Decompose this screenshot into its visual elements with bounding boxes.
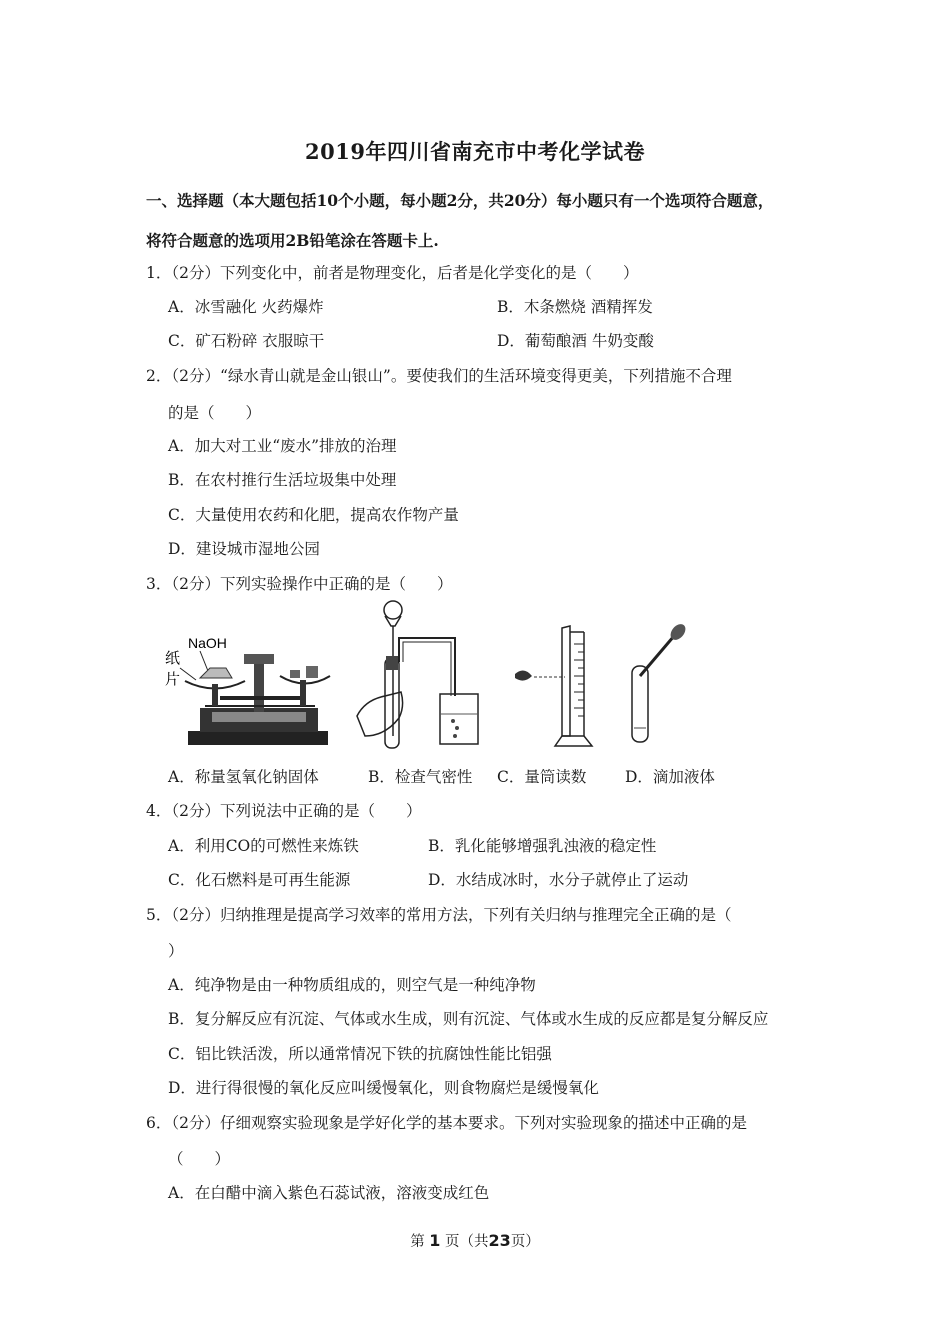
q5-stem-cont: ）: [168, 942, 184, 960]
section-heading-line1: 一、选择题（本大题包括10个小题，每小题2分，共20分）每小题只有一个选项符合题意，: [146, 191, 774, 210]
dropper-figure: [620, 596, 700, 756]
footer-prefix: 第: [410, 1234, 425, 1250]
q5-option-c: C．铝比铁活泼，所以通常情况下铁的抗腐蚀性能比铝强: [168, 1045, 552, 1063]
q4-option-a: A．利用CO的可燃性来炼铁: [168, 837, 359, 855]
q4-option-d: D．水结成冰时，水分子就停止了运动: [428, 871, 689, 889]
q2-option-b: B．在农村推行生活垃圾集中处理: [168, 471, 397, 489]
q2-stem: 2．（2分）“绿水青山就是金山银山”。要使我们的生活环境变得更美，下列措施不合理: [146, 367, 732, 385]
q2-option-d: D．建设城市湿地公园: [168, 540, 320, 558]
label-naoh: NaOH: [188, 635, 227, 651]
q6-option-a: A．在白醋中滴入紫色石蕊试液，溶液变成红色: [168, 1184, 490, 1202]
q3-option-c: C．量筒读数: [497, 768, 587, 786]
q6-stem: 6．（2分）仔细观察实验现象是学好化学的基本要求。下列对实验现象的描述中正确的是: [146, 1114, 747, 1132]
q4-option-c: C．化石燃料是可再生能源: [168, 871, 351, 889]
airtightness-figure: [355, 596, 515, 756]
q3-stem: 3．（2分）下列实验操作中正确的是（ ）: [146, 575, 453, 593]
q1-option-b: B．木条燃烧 酒精挥发: [497, 298, 653, 316]
page-footer: [0, 1230, 950, 1251]
q5-option-a: A．纯净物是由一种物质组成的，则空气是一种纯净物: [168, 976, 536, 994]
cylinder-figure: [510, 596, 610, 756]
footer-total-pages: 23: [488, 1231, 511, 1250]
q3-figures: [160, 596, 720, 756]
footer-page-number: 1: [429, 1231, 441, 1250]
q2-option-c: C．大量使用农药和化肥，提高农作物产量: [168, 506, 459, 524]
q3-option-d: D．滴加液体: [625, 768, 715, 786]
q1-option-a: A．冰雪融化 火药爆炸: [168, 298, 324, 316]
footer-suffix: 页）: [510, 1234, 540, 1250]
label-paper-2: 片: [165, 670, 181, 688]
page-title: 2019年四川省南充市中考化学试卷: [305, 139, 645, 164]
balance-figure: [160, 596, 340, 756]
section-heading-line2: 将符合题意的选项用2B铅笔涂在答题卡上.: [146, 231, 439, 250]
footer-middle: 页（共: [445, 1234, 489, 1250]
q1-stem: 1．（2分）下列变化中，前者是物理变化，后者是化学变化的是（ ）: [146, 264, 639, 282]
q5-option-d: D．进行得很慢的氧化反应叫缓慢氧化，则食物腐烂是缓慢氧化: [168, 1079, 599, 1097]
label-paper-1: 纸: [165, 649, 181, 667]
q1-option-c: C．矿石粉碎 衣服晾干: [168, 332, 325, 350]
q2-option-a: A．加大对工业“废水”排放的治理: [168, 437, 397, 455]
q5-stem: 5．（2分）归纳推理是提高学习效率的常用方法，下列有关归纳与推理完全正确的是（: [146, 906, 732, 924]
q3-option-a: A．称量氢氧化钠固体: [168, 768, 319, 786]
q1-option-d: D．葡萄酿酒 牛奶变酸: [497, 332, 654, 350]
q2-stem-cont: 的是（ ）: [168, 404, 262, 422]
q6-stem-cont: （ ）: [168, 1150, 231, 1168]
q3-option-b: B．检查气密性: [368, 768, 473, 786]
q4-option-b: B．乳化能够增强乳浊液的稳定性: [428, 837, 657, 855]
q5-option-b: B．复分解反应有沉淀、气体或水生成，则有沉淀、气体或水生成的反应都是复分解反应: [168, 1010, 769, 1028]
q4-stem: 4．（2分）下列说法中正确的是（ ）: [146, 802, 422, 820]
